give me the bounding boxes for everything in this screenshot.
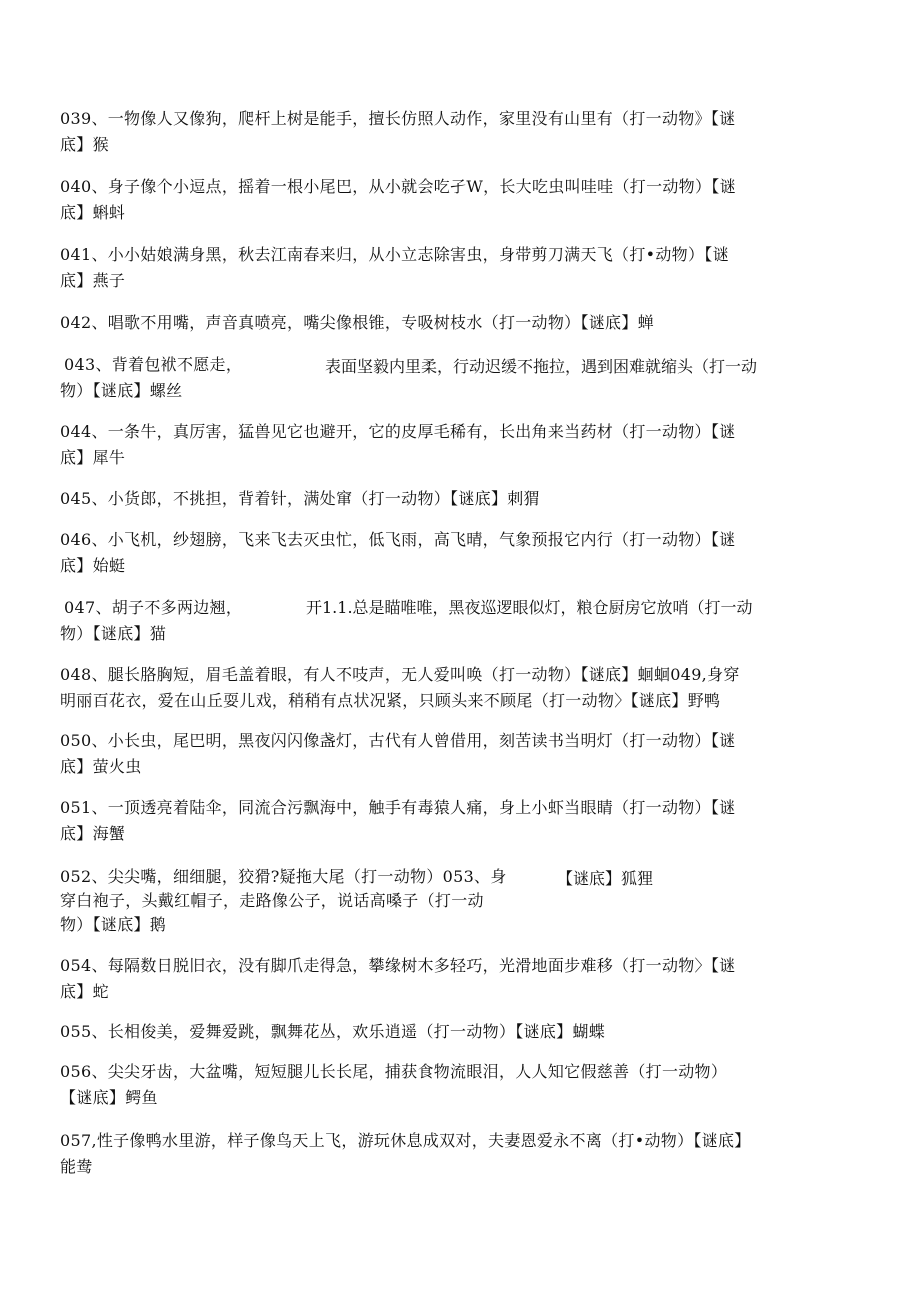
riddle-040-line-1: 040、身子像个小逗点，摇着一根小尾巴，从小就会吃孑W，长大吃虫叫哇哇（打一动物）【谜 <box>60 177 736 196</box>
riddle-047-line-1: 047、胡子不多两边翘， <box>64 598 243 617</box>
riddle-053-line-1: 穿白袍子，头戴红帽子，走路像公子，说话高嗓子（打一动 <box>60 891 484 910</box>
riddle-056-line-1: 056、尖尖牙齿，大盆嘴，短短腿儿长长尾，捕获食物流眼泪，人人知它假慈善（打一动物） <box>60 1062 728 1081</box>
riddle-046-line-2: 底】始蜓 <box>60 556 126 575</box>
riddle-039-line-1: 039、一物像人又像狗，爬杆上树是能手，擅长仿照人动作，家里没有山里有（打一动物》【谜 <box>60 109 736 128</box>
riddle-042-line-1: 042、唱歌不用嘴，声音真喷亮，嘴尖像根锥，专吸树枝水（打一动物）【谜底】蝉 <box>60 313 654 332</box>
riddle-051-line-1: 051、一顶透亮着陆伞，同流合污飘海中，触手有毒猿人痛，身上小虾当眼睛（打一动物）【谜 <box>60 798 736 817</box>
riddle-052-line-1: 052、尖尖嘴，细细腿，狡猾?疑拖大尾（打一动物）053、身 <box>60 867 507 886</box>
riddle-044-line-1: 044、一条牛，真厉害，猛兽见它也避开，它的皮厚毛稀有，长出角来当药材（打一动物）【谜 <box>60 422 736 441</box>
riddle-054-line-1: 054、每隔数日脱旧衣，没有脚爪走得急，攀缘树木多轻巧，光滑地面步难移（打一动物〉【谜 <box>60 956 736 975</box>
riddle-041-line-1: 041、小小姑娘满身黑，秋去江南春来归，从小立志除害虫，身带剪刀满天飞（打•动物）【谜 <box>60 245 729 264</box>
riddle-048-line-2: 明丽百花衣，爱在山丘耍儿戏，稍稍有点状况紧，只顾头来不顾尾（打一动物〉【谜底】野鸭 <box>60 691 721 710</box>
riddle-056-line-2: 【谜底】鳄鱼 <box>60 1088 158 1107</box>
riddle-053-line-2: 物）【谜底】鹅 <box>60 915 167 934</box>
riddle-048-line-1: 048、腿长胳胸短，眉毛盖着眼，有人不吱声，无人爱叫唤（打一动物）【谜底】蛔蛔049,身穿 <box>60 665 740 684</box>
riddle-057-line-1: 057,性子像鸭水里游，样子像鸟天上飞，游玩休息成双对，夫妻恩爱永不离（打•动物）【谜底】 <box>60 1131 751 1150</box>
riddle-045-line-1: 045、小货郎，不挑担，背着针，满处窜（打一动物）【谜底】刺猬 <box>60 489 540 508</box>
riddle-052-column-2: 【谜底】狐狸 <box>557 869 654 888</box>
riddle-043-line-2: 物）【谜底】螺丝 <box>60 381 183 400</box>
riddle-047-line-2: 物）【谜底】猫 <box>60 624 167 643</box>
riddle-051-line-2: 底】海蟹 <box>60 824 126 843</box>
riddle-043-column-2: 表面坚毅内里柔，行动迟缓不拖拉，遇到困难就缩头（打一动 <box>325 357 758 376</box>
riddle-039-line-2: 底】猴 <box>60 135 109 154</box>
riddle-040-line-2: 底】蝌蚪 <box>60 203 126 222</box>
riddle-043-line-1: 043、背着包袱不愿走， <box>64 355 243 374</box>
riddle-050-line-2: 底】萤火虫 <box>60 757 142 776</box>
riddle-046-line-1: 046、小飞机，纱翅膀，飞来飞去灭虫忙，低飞雨，高飞晴，气象预报它内行（打一动物）【谜 <box>60 530 736 549</box>
riddle-054-line-2: 底】蛇 <box>60 982 109 1001</box>
riddle-055-line-1: 055、长相俊美，爱舞爱跳，飘舞花丛，欢乐逍遥（打一动物）【谜底】蝴蝶 <box>60 1022 606 1041</box>
riddle-041-line-2: 底】燕子 <box>60 271 126 290</box>
riddle-057-line-2: 能鸯 <box>60 1157 93 1176</box>
riddle-047-column-2: 开1.1.总是瞄唯唯，黑夜巡逻眼似灯，粮仓厨房它放哨（打一动 <box>306 598 753 617</box>
riddle-050-line-1: 050、小长虫，尾巴明，黑夜闪闪像盏灯，古代有人曾借用，刻苦读书当明灯（打一动物）【谜 <box>60 731 736 750</box>
riddle-044-line-2: 底】犀牛 <box>60 448 126 467</box>
